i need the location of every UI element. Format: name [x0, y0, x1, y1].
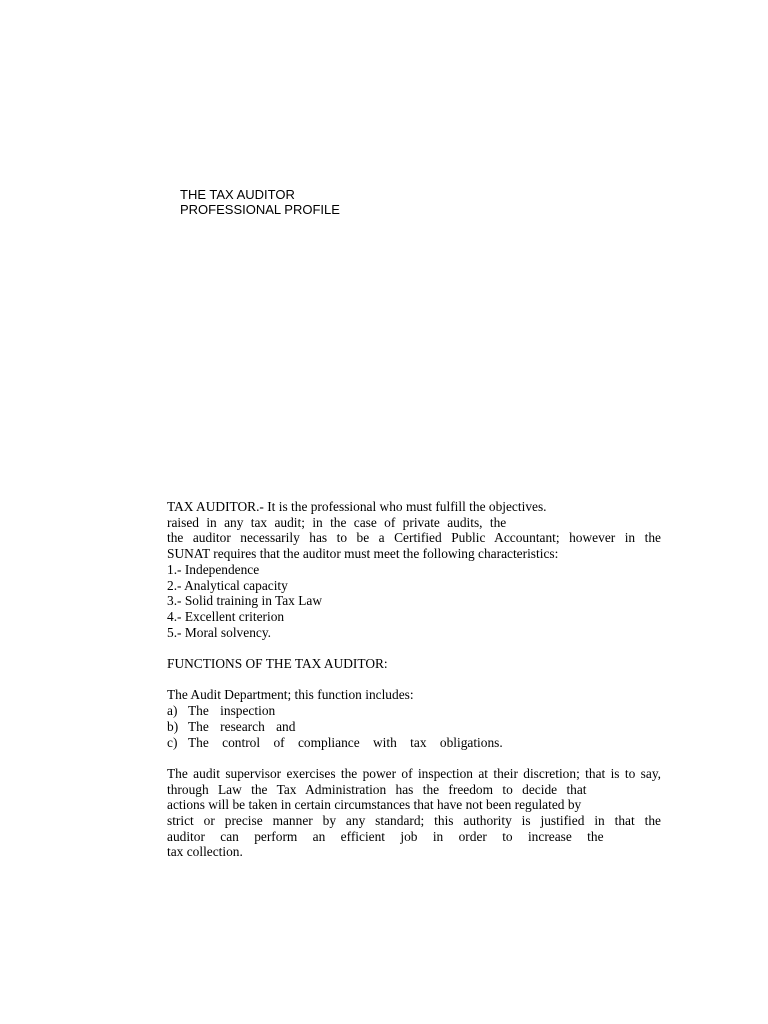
- characteristic-item: 4.- Excellent criterion: [167, 608, 285, 624]
- supervisor-line-5: auditor can perform an efficient job in order to increase the: [167, 828, 604, 844]
- title-line-1: THE TAX AUDITOR: [180, 187, 295, 202]
- supervisor-line-2: through Law the Tax Administration has the freedom to decide that: [167, 781, 587, 797]
- spacer: [167, 750, 661, 766]
- document-body: [167, 499, 661, 860]
- supervisor-line-4: strict or precise manner by any standard; this authority is justified in that the: [167, 812, 661, 828]
- intro-line-2: raised in any tax audit; in the case of private audits, the: [167, 514, 507, 530]
- list-marker: a): [167, 703, 178, 719]
- spacer: [167, 672, 661, 688]
- supervisor-line-1: The audit supervisor exercises the power of inspection at their discretion; that is to say,: [167, 765, 661, 781]
- intro-paragraph: [167, 499, 661, 562]
- intro-line-1: TAX AUDITOR.- It is the professional who must fulfill the objectives.: [167, 499, 547, 514]
- characteristic-item: 2.- Analytical capacity: [167, 577, 288, 593]
- list-text: The inspection: [188, 703, 276, 719]
- characteristic-item: 5.- Moral solvency.: [167, 624, 271, 640]
- supervisor-line-6: tax collection.: [167, 844, 243, 860]
- characteristic-item: 3.- Solid training in Tax Law: [167, 593, 323, 609]
- function-item: [167, 719, 661, 735]
- list-marker: c): [167, 734, 178, 750]
- functions-intro: The Audit Department; this function includes:: [167, 687, 414, 703]
- title-line-2: PROFESSIONAL PROFILE: [180, 202, 340, 217]
- list-text: The control of compliance with tax obligations.: [188, 734, 503, 750]
- supervisor-line-3: actions will be taken in certain circumstances that have not been regulated by: [167, 797, 582, 813]
- intro-line-4: SUNAT requires that the auditor must meet the following characteristics:: [167, 546, 559, 562]
- spacer: [167, 640, 661, 656]
- characteristic-item: 1.- Independence: [167, 561, 260, 577]
- characteristics-list: [167, 562, 661, 641]
- list-marker: b): [167, 718, 179, 734]
- document-title: [180, 187, 340, 217]
- functions-heading: FUNCTIONS OF THE TAX AUDITOR:: [167, 656, 388, 671]
- intro-line-3: the auditor necessarily has to be a Certified Public Accountant; however in the: [167, 530, 661, 546]
- functions-list: [167, 703, 661, 750]
- function-item: [167, 703, 661, 719]
- supervisor-paragraph: [167, 766, 661, 860]
- function-item: [167, 735, 661, 751]
- list-text: The research and: [188, 718, 296, 734]
